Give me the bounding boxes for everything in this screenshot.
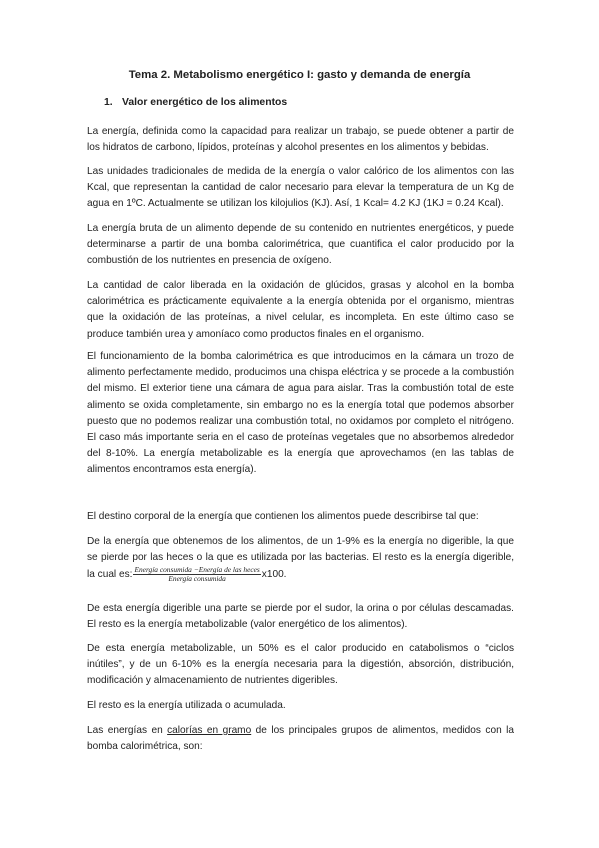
food-groups-text-pre: Las energías en [87,725,168,736]
document-title: Tema 2. Metabolismo energético I: gasto y demanda de energía [128,69,471,81]
formula-numerator: Energía consumida −Energía de las heces [134,565,260,575]
paragraph-remaining-energy: El resto es la energía utilizada o acumulada. [87,700,286,711]
paragraph-heat-oxidation: La cantidad de calor liberada en la oxidación de glúcidos, grasas y alcohol en la bomba calorimétrica es prácticamente equivalente a la energía obtenida por el organismo, mientras que la oxidación de las proteínas, a nivel celular, es incompleta. En este último caso se produce también urea y amoníaco como productos finales en el organismo. [87,280,514,340]
formula-denominator: Energía consumida [168,574,226,584]
section-number: 1. [104,97,113,108]
paragraph-digestible-energy [87,534,514,584]
paragraph-food-groups-energy [87,723,514,755]
paragraph-metabolizable-energy: De esta energía digerible una parte se pierde por el sudor, la orina o por células descamadas. El resto es la energía metabolizable (valor energético de los alimentos). [87,603,514,631]
section-title: Valor energético de los alimentos [122,97,288,108]
food-groups-text-post: de los principales grupos de alimentos, medidos con la bomba calorimétrica, son: [87,725,514,753]
calories-per-gram-link: calorías en gramo [167,725,252,736]
paragraph-energy-definition: La energía, definida como la capacidad para realizar un trabajo, se puede obtener a partir de los hidratos de carbono, lípidos, proteínas y alcohol presentes en los alimentos y bebidas. [87,126,514,154]
paragraph-energy-units: Las unidades tradicionales de medida de la energía o valor calórico de los alimentos con las Kcal, que representan la cantidad de calor necesario para elevar la temperatura de un Kg de agua en 1ºC. Actualmente se utilizan los kilojulios (KJ). Así, 1 Kcal= 4.2 KJ (1KJ = 0.24 Kcal). [87,166,514,210]
paragraph-bomb-calorimeter: El funcionamiento de la bomba calorimétrica es que introducimos en la cámara un trozo de alimento perfectamente medido, producimos una chispa eléctrica y se procede a la combustión del mismo. El exterior tiene una cámara de agua para aislar. Tras la combustión total de este alimento se oxida completamente, sin embargo no es la energía total que podemos absorber puesto que no podemos realizar una combustión total, no oxidamos por completo el nitrógeno. El caso más importante seria en el caso de proteínas vegetales que no absorbemos alrededor del 8-10%. La energía metabolizable es la energía que aprovechamos (en las tablas de alimentos encontramos esta energía). [87,351,514,476]
paragraph-energy-destination: El destino corporal de la energía que contienen los alimentos puede describirse tal que: [87,511,479,522]
digestible-energy-text: De la energía que obtenemos de los alimentos, de un 1-9% es la energía no digerible, la que se pierde por las heces o la que es utilizada por las bacterias. El resto es la energía digerible, la cual es: [87,536,514,581]
section-heading [104,97,287,108]
paragraph-gross-energy: La energía bruta de un alimento depende de su contenido en nutrientes energéticos, y puede determinarse a partir de una bomba calorimétrica, que cuantifica el calor producido por la combustión de los nutrientes en presencia de oxígeno. [87,223,514,267]
digestible-energy-formula [133,566,260,583]
paragraph-futile-cycles: De esta energía metabolizable, un 50% es el calor producido en catabolismos o “ciclos inútiles”, y de un 6-10% es la energía necesaria para la digestión, absorción, distribución, modificación y almacenamiento de nutrientes digeribles. [87,643,514,687]
formula-suffix: x100. [261,569,287,581]
